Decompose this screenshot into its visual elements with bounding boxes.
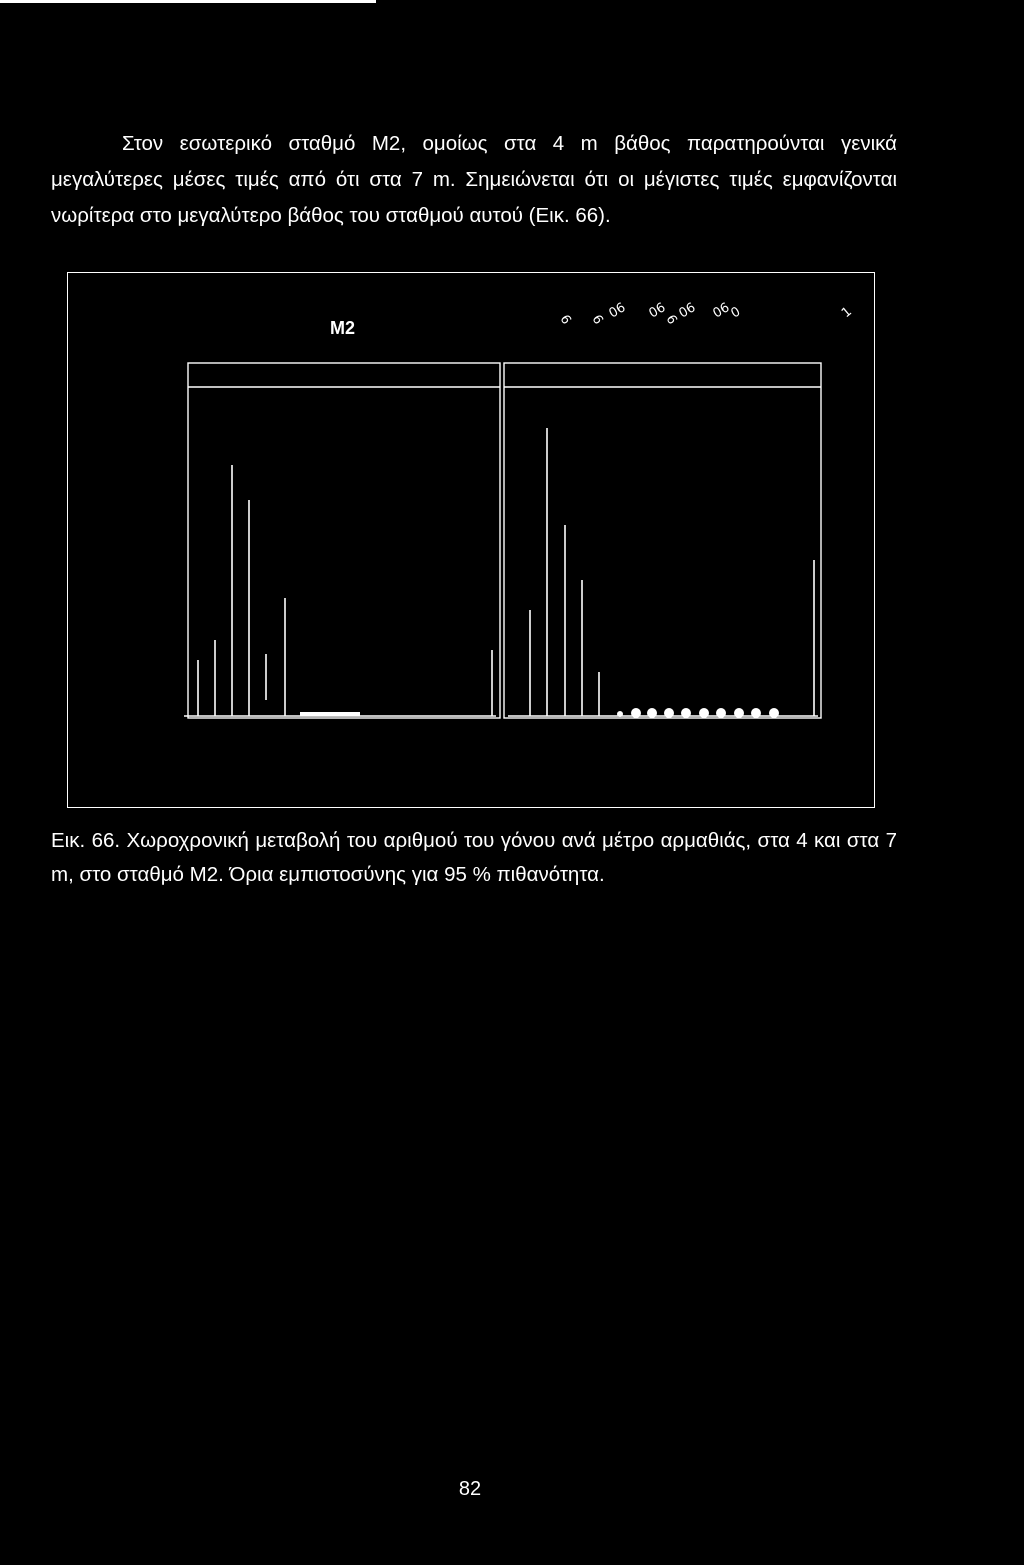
marker: [751, 708, 761, 718]
tick-glyph: 6: [662, 312, 680, 328]
marker: [734, 708, 744, 718]
right-panel-bars: [508, 428, 818, 716]
marker: [631, 708, 641, 718]
marker: [681, 708, 691, 718]
station-label: M2: [330, 318, 356, 338]
left-panel-bars: [184, 465, 496, 716]
marker: [769, 708, 779, 718]
tick-glyph: 06: [646, 300, 669, 322]
right-panel-box: [504, 363, 821, 718]
body-paragraph: Στον εσωτερικό σταθμό Μ2, ομοίως στα 4 m βάθος παρατηρούνται γενικά μεγαλύτερες μέσες τιμές από ότι στα 7 m. Σημειώνεται ότι οι μέγιστες τιμές εμφανίζονται νωρίτερα στο μεγαλύτερο βάθος του σταθμού αυτού (Εικ. 66).: [51, 132, 897, 227]
tick-glyph: 0: [728, 304, 744, 322]
left-low-values: [300, 712, 360, 716]
page-number: 82: [458, 1478, 482, 1500]
marker: [664, 708, 674, 718]
tick-glyph: 06: [710, 300, 733, 322]
tick-glyph: 06: [606, 300, 629, 322]
tick-glyph-group: [557, 300, 855, 327]
marker: [617, 711, 623, 717]
tick-glyph: 06: [676, 300, 699, 322]
left-panel-box: [188, 363, 500, 718]
marker: [699, 708, 709, 718]
marker: [716, 708, 726, 718]
tick-glyph: 1: [838, 304, 855, 322]
tick-glyph: 6: [588, 312, 606, 328]
left-panel: [188, 363, 500, 718]
tick-glyph: 6: [556, 312, 574, 328]
figure-caption: Εικ. 66. Χωροχρονική μεταβολή του αριθμού του γόνου ανά μέτρο αρμαθιάς, στα 4 και στα 7 m, στο σταθμό Μ2. Όρια εμπιστοσύνης για 95 % πιθανότητα.: [51, 829, 897, 886]
marker: [647, 708, 657, 718]
right-panel: [504, 363, 821, 718]
